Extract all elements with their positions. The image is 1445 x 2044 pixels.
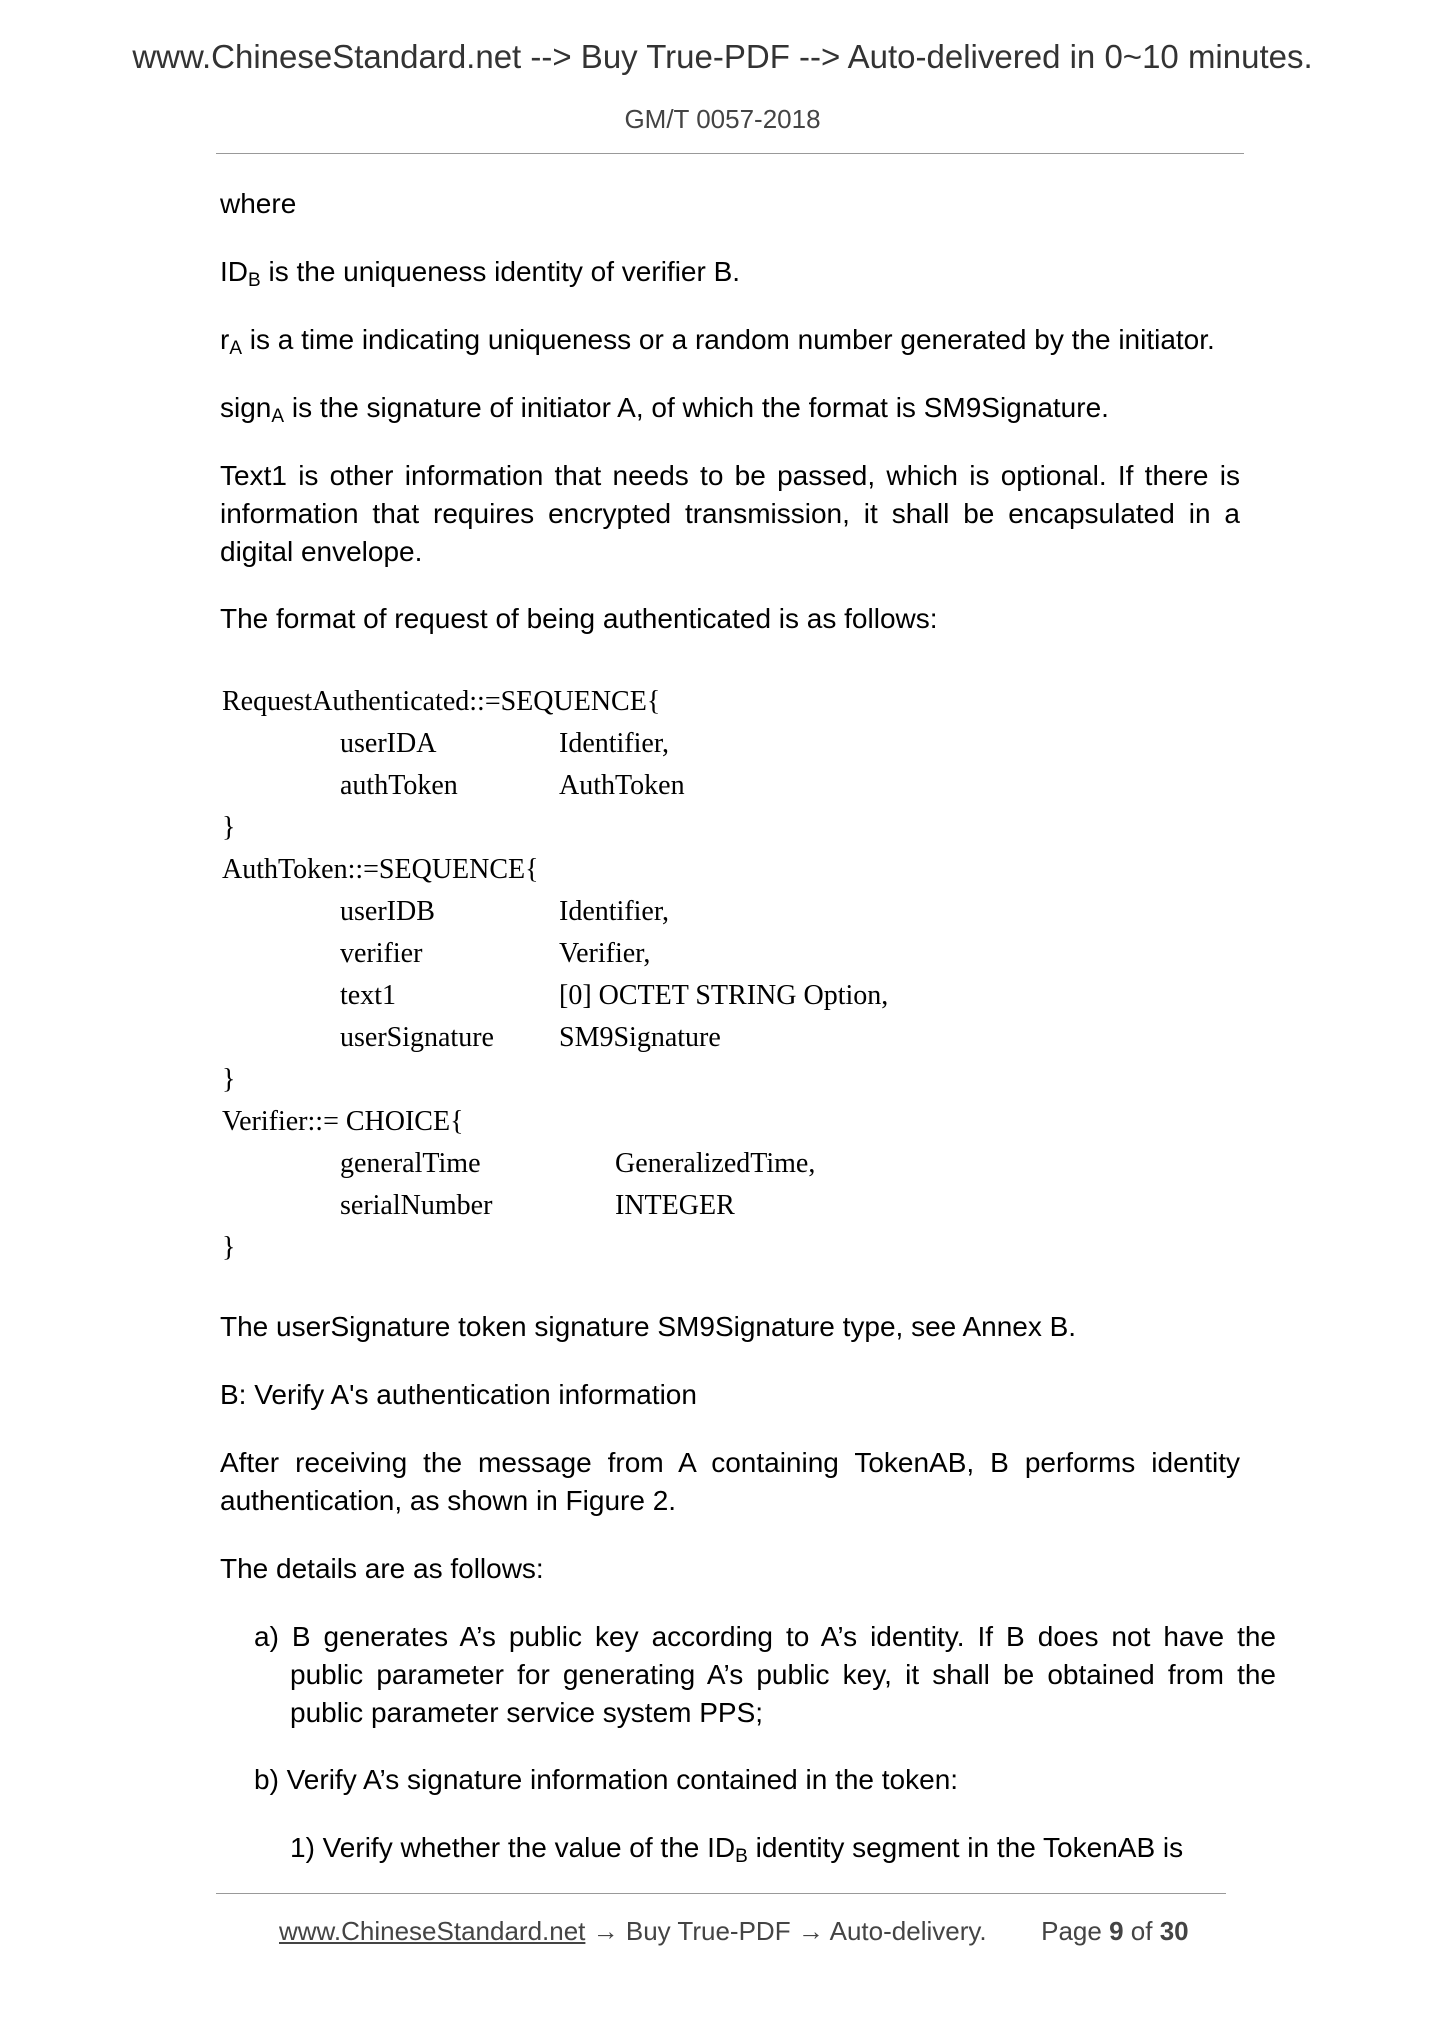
- header-banner: www.ChineseStandard.net --> Buy True-PDF --> Auto-delivered in 0~10 minutes.: [132, 38, 1313, 75]
- list-item-1: 1) Verify whether the value of the $ID_B$ identity segment in the TokenAB is: [290, 1832, 1184, 1867]
- asn1-field-name: verifier: [340, 938, 423, 969]
- asn1-close-brace: }: [222, 1232, 236, 1263]
- asn1-field-name: userIDB: [340, 896, 435, 927]
- asn1-field-type: [0] OCTET STRING Option,: [559, 980, 889, 1011]
- asn1-field-name: authToken: [340, 770, 458, 801]
- footer-divider: [216, 1893, 1226, 1894]
- asn1-request-head: RequestAuthenticated::=SEQUENCE{: [222, 686, 661, 717]
- of-label: of: [1130, 1916, 1153, 1946]
- asn1-field-type: INTEGER: [615, 1190, 735, 1221]
- asn1-field-type: Verifier,: [559, 938, 651, 969]
- asn1-field-name: userIDA: [340, 728, 437, 759]
- list-item-b: b) Verify A’s signature information contained in the token:: [254, 1764, 959, 1795]
- page-total: 30: [1159, 1916, 1189, 1946]
- asn1-close-brace: }: [222, 1064, 236, 1095]
- asn1-field-name: serialNumber: [340, 1190, 493, 1221]
- asn1-field-name: userSignature: [340, 1022, 494, 1053]
- asn1-field-type: Identifier,: [559, 896, 670, 927]
- asn1-field-name: text1: [340, 980, 396, 1011]
- def-text1: Text1 is other information that needs to be passed, which is optional. If there is information that requires encrypted transmission, it shall be encapsulated in a digital envelope.: [220, 460, 1240, 567]
- asn1-field-name: generalTime: [340, 1148, 481, 1179]
- after-receiving-paragraph: After receiving the message from A containing TokenAB, B performs identity authentication, as shown in Figure 2.: [220, 1447, 1240, 1516]
- arrow-icon: →: [797, 1916, 824, 1946]
- footer-delivery: Auto-delivery.: [829, 1916, 987, 1946]
- asn1-field-type: Identifier,: [559, 728, 670, 759]
- arrow-icon: →: [592, 1916, 619, 1946]
- page-number: 9: [1109, 1916, 1124, 1946]
- page-footer: [279, 1916, 1189, 1947]
- asn1-field-type: AuthToken: [559, 770, 685, 801]
- page-label: Page: [1041, 1916, 1102, 1946]
- details-intro: The details are as follows:: [220, 1553, 544, 1584]
- usersignature-note: The userSignature token signature SM9Signature type, see Annex B.: [220, 1311, 1077, 1342]
- footer-site-link[interactable]: www.ChineseStandard.net: [279, 1916, 586, 1946]
- list-item-a: a) B generates A’s public key according to A’s identity. If B does not have the public parameter for generating A’s public key, it shall be obtained from the public parameter service system PPS;: [254, 1621, 1276, 1728]
- def-ra: $r_A$ is a time indicating uniqueness or a random number generated by the initiator.: [220, 324, 1215, 359]
- header-divider: [216, 153, 1244, 154]
- asn1-field-type: GeneralizedTime,: [615, 1148, 816, 1179]
- where-label: where: [220, 188, 297, 219]
- def-signa: sign$_A$ is the signature of initiator A, of which the format is SM9Signature.: [220, 392, 1109, 427]
- asn1-authtoken-head: AuthToken::=SEQUENCE{: [222, 854, 539, 885]
- def-idb: $ID_B$ is the uniqueness identity of verifier B.: [220, 256, 741, 291]
- asn1-verifier-head: Verifier::= CHOICE{: [222, 1106, 464, 1137]
- footer-buy: Buy True-PDF: [625, 1916, 791, 1946]
- step-b-heading: B: Verify A's authentication information: [220, 1379, 697, 1410]
- standard-number: GM/T 0057-2018: [624, 104, 821, 134]
- asn1-field-type: SM9Signature: [559, 1022, 721, 1053]
- asn1-close-brace: }: [222, 812, 236, 843]
- format-intro: The format of request of being authenticated is as follows:: [220, 603, 938, 634]
